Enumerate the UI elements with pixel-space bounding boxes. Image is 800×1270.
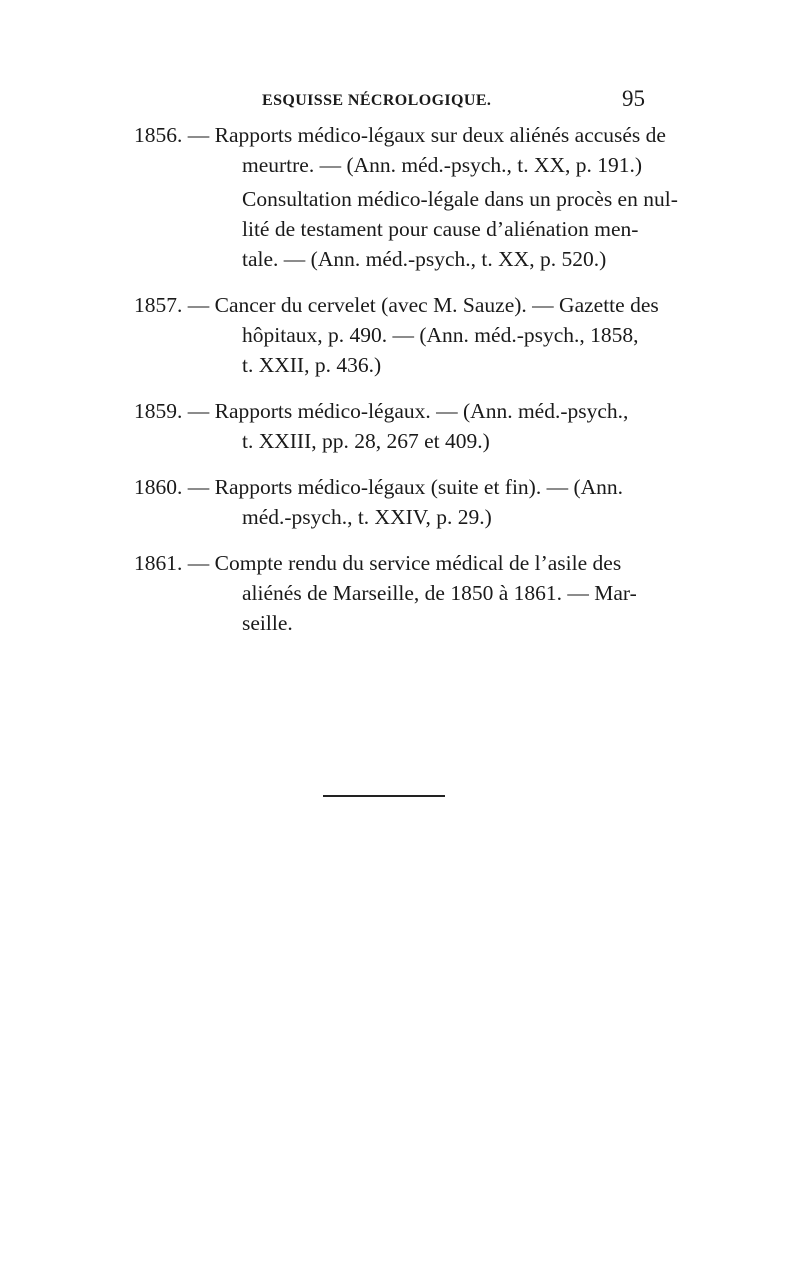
entry-line: meurtre. — (Ann. méd.-psych., t. XX, p. 191.)	[242, 153, 643, 177]
page-number: 95	[622, 86, 645, 111]
entry-line: t. XXII, p. 436.)	[242, 353, 382, 377]
entry-line: Consultation médico-légale dans un procès en nul-	[242, 187, 678, 211]
bibliography-entry-1856-consultation	[134, 184, 678, 274]
section-end-rule	[323, 795, 445, 797]
entry-line: hôpitaux, p. 490. — (Ann. méd.-psych., 1858,	[242, 323, 639, 347]
entry-line: 1859. — Rapports médico-légaux. — (Ann. méd.-psych.,	[134, 399, 629, 423]
bibliography-entry-1857	[134, 290, 664, 380]
bibliography-entry-1859	[134, 396, 664, 456]
entry-line: méd.-psych., t. XXIV, p. 29.)	[242, 505, 492, 529]
entry-line: lité de testament pour cause d’aliénation men-	[242, 217, 639, 241]
running-head	[0, 86, 800, 116]
entry-line: 1857. — Cancer du cervelet (avec M. Sauze). — Gazette des	[134, 293, 659, 317]
bibliography-entry-1856-rapports	[134, 120, 664, 180]
bibliography-entry-1861	[134, 548, 664, 638]
entry-line: tale. — (Ann. méd.-psych., t. XX, p. 520.)	[242, 247, 607, 271]
entry-line: t. XXIII, pp. 28, 267 et 409.)	[242, 429, 490, 453]
entry-line: seille.	[242, 611, 293, 635]
bibliography-entry-1860	[134, 472, 664, 532]
entry-line: aliénés de Marseille, de 1850 à 1861. — Mar-	[242, 581, 637, 605]
entry-line: 1861. — Compte rendu du service médical de l’asile des	[134, 551, 622, 575]
bibliography-list	[134, 120, 678, 638]
running-title: ESQUISSE NÉCROLOGIQUE.	[262, 92, 492, 109]
entry-line: 1860. — Rapports médico-légaux (suite et fin). — (Ann.	[134, 475, 624, 499]
entry-line: 1856. — Rapports médico-légaux sur deux aliénés accusés de	[134, 123, 666, 147]
